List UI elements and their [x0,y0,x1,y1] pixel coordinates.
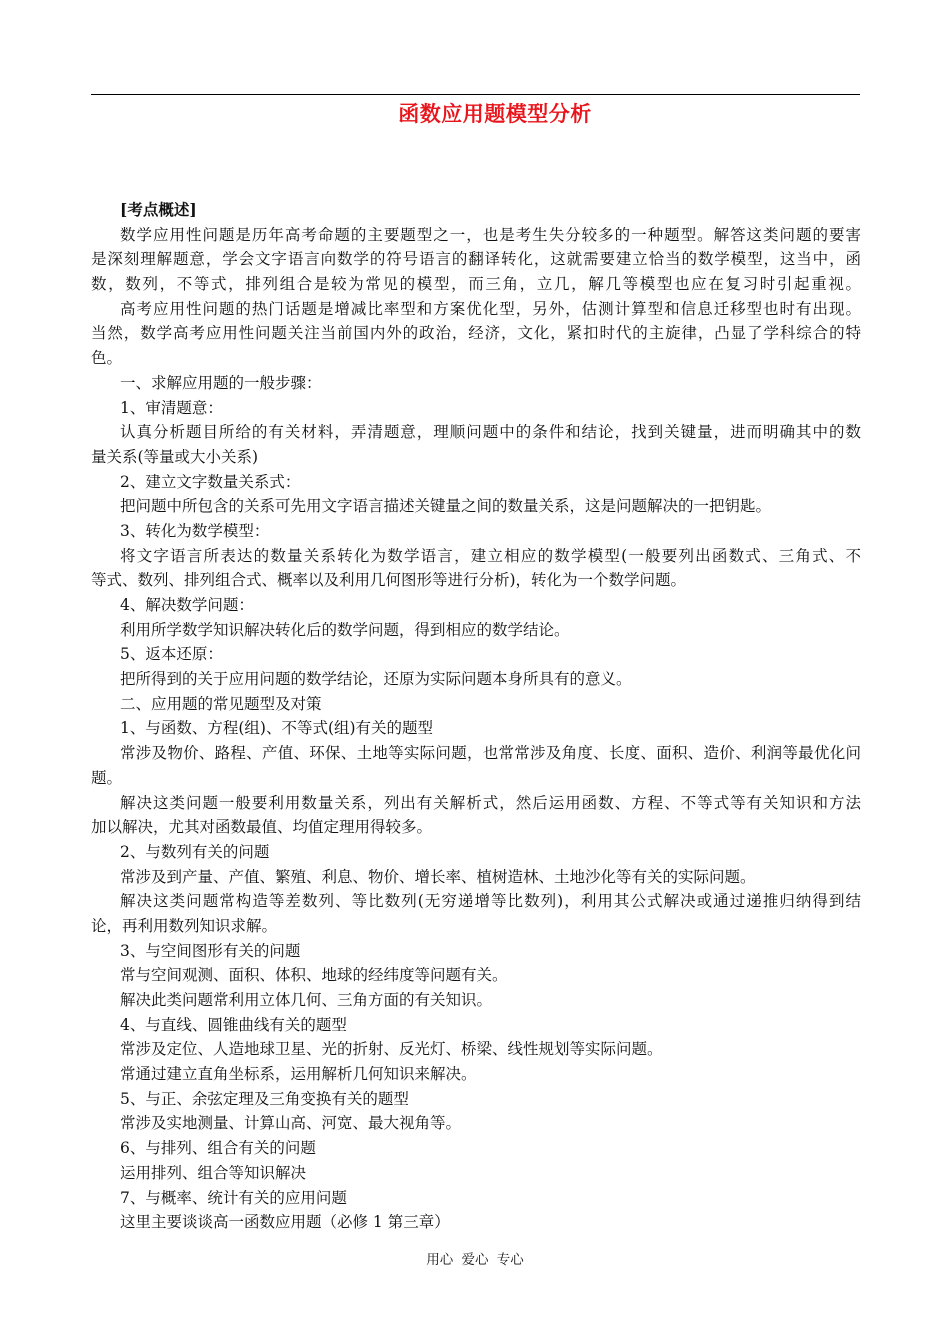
text-line: 常涉及物价、路程、产值、环保、土地等实际问题，也常常涉及角度、长度、面积、造价、利润等最优化问 [120,744,861,763]
section-heading: [考点概述] [120,200,197,219]
text-line: 常涉及到产量、产值、繁殖、利息、物价、增长率、植树造林、土地沙化等有关的实际问题。 [120,867,756,886]
text-line: 把所得到的关于应用问题的数学结论，还原为实际问题本身所具有的意义。 [120,670,632,689]
text-line: 4、与直线、圆锥曲线有关的题型 [120,1015,347,1034]
text-line: 是深刻理解题意，学会文字语言向数学的符号语言的翻译转化，这就需要建立恰当的数学模型，这当中，函 [91,250,861,269]
text-line: 这里主要谈谈高一函数应用题（必修 1 第三章） [120,1213,450,1232]
text-line: 数，数列，不等式，排列组合是较为常见的模型，而三角，立几，解几等模型也应在复习时引起重视。 [91,275,861,294]
text-line: 2、建立文字数量关系式： [120,472,301,491]
text-line: 解决这类问题常构造等差数列、等比数列(无穷递增等比数列)，利用其公式解决或通过递推归纳得到结 [120,892,861,911]
text-line: 7、与概率、统计有关的应用问题 [120,1188,347,1207]
text-line: 3、与空间图形有关的问题 [120,941,301,960]
document-title: 函数应用题模型分析 [398,102,592,126]
text-line: 4、解决数学问题： [120,596,254,614]
document-body [91,198,861,1235]
text-line: 一、求解应用题的一般步骤： [120,373,322,392]
text-line: 常与空间观测、面积、体积、地球的经纬度等问题有关。 [120,966,508,985]
text-line: 常涉及定位、人造地球卫星、光的折射、反光灯、桥梁、线性规划等实际问题。 [120,1040,663,1059]
text-line: 色。 [91,349,123,368]
text-line: 论，再利用数列知识求解。 [91,916,278,935]
text-line: 高考应用性问题的热门话题是增减比率型和方案优化型，另外，估测计算型和信息迁移型也时有出现。 [120,299,861,318]
text-line: 1、与函数、方程(组)、不等式(组)有关的题型 [120,719,434,738]
text-line: 将文字语言所表达的数量关系转化为数学语言，建立相应的数学模型(一般要列出函数式、三角式、不 [120,546,861,565]
text-line: 当然，数学高考应用性问题关注当前国内外的政治，经济，文化，紧扣时代的主旋律，凸显了学科综合的特 [91,324,861,343]
text-line: 加以解决，尤其对函数最值、均值定理用得较多。 [91,818,433,837]
text-line: 6、与排列、组合有关的问题 [120,1139,316,1158]
header-rule [91,94,860,95]
text-line: 把问题中所包含的关系可先用文字语言描述关键量之间的数量关系，这是问题解决的一把钥匙。 [120,497,772,516]
text-line: 常涉及实地测量、计算山高、河宽、最大视角等。 [120,1114,462,1133]
text-line: 二、应用题的常见题型及对策 [120,694,322,713]
text-line: 常通过建立直角坐标系，运用解析几何知识来解决。 [120,1065,477,1084]
text-line: 解决这类问题一般要利用数量关系，列出有关解析式，然后运用函数、方程、不等式等有关知识和方法 [120,793,861,812]
text-line: 等式、数列、排列组合式、概率以及利用几何图形等进行分析)，转化为一个数学问题。 [91,571,687,590]
text-line: 量关系(等量或大小关系) [91,447,259,466]
text-line: 运用排列、组合等知识解决 [120,1163,307,1182]
text-line: 5、与正、余弦定理及三角变换有关的题型 [120,1089,409,1108]
text-line: 认真分析题目所给的有关材料，弄清题意，理顺问题中的条件和结论，找到关键量，进而明确其中的数 [120,423,861,442]
text-line: 5、返本还原： [120,645,223,664]
text-line: 2、与数列有关的问题 [120,842,270,861]
text-line: 数学应用性问题是历年高考命题的主要题型之一，也是考生失分较多的一种题型。解答这类问题的要害 [120,225,861,244]
text-line: 利用所学数学知识解决转化后的数学问题，得到相应的数学结论。 [120,620,570,639]
text-line: 解决此类问题常利用立体几何、三角方面的有关知识。 [120,991,493,1009]
text-line: 1、审清题意： [120,398,223,417]
text-line: 题。 [91,768,123,787]
page-footer: 用心 爱心 专心 [426,1252,524,1268]
text-line: 3、转化为数学模型： [120,521,270,540]
